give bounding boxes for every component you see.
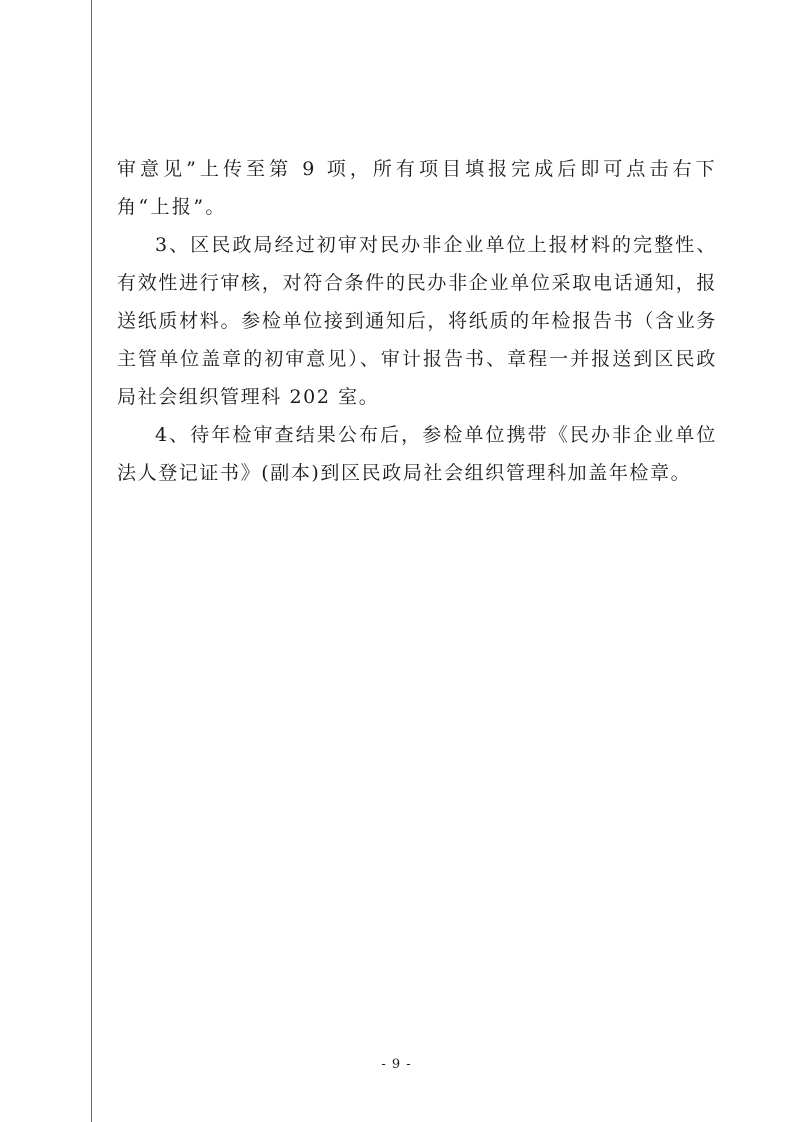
document-body	[117, 150, 717, 492]
binding-margin-line	[91, 0, 92, 1122]
page-number: - 9 -	[381, 1057, 412, 1072]
paragraph-item-3: 3、区民政局经过初审对民办非企业单位上报材料的完整性、有效性进行审核，对符合条件的民办非企业单位采取电话通知，报送纸质材料。参检单位接到通知后，将纸质的年检报告书（含业务主管单位盖章的初审意见）、审计报告书、章程一并报送到区民政局社会组织管理科 202 室。	[117, 234, 717, 408]
paragraph-item-4: 4、待年检审查结果公布后，参检单位携带《民办非企业单位法人登记证书》(副本)到区民政局社会组织管理科加盖年检章。	[117, 424, 717, 484]
paragraph-continuation: 审意见”上传至第 9 项，所有项目填报完成后即可点击右下角“上报”。	[117, 158, 717, 218]
